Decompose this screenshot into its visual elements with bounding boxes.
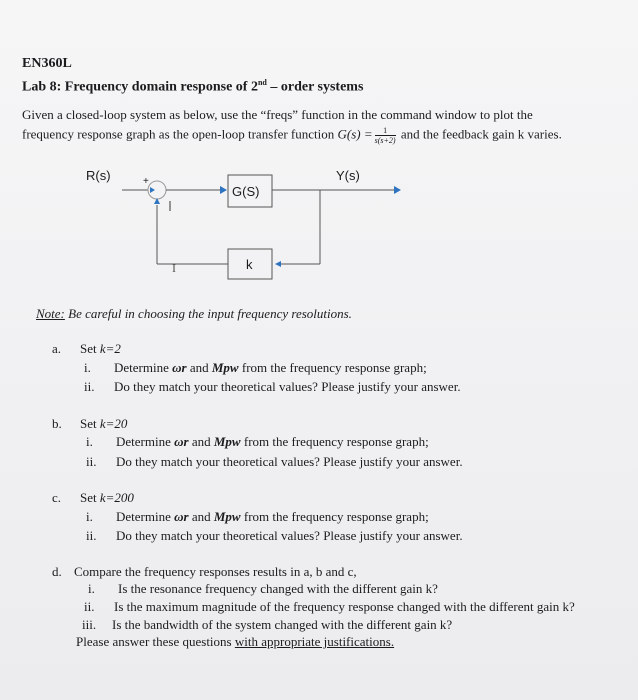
note: Note: Be careful in choosing the input frequency resolutions. <box>36 306 352 321</box>
cursor-glyph: I <box>172 261 176 275</box>
input-arrow <box>150 187 155 193</box>
input-label: R(s) <box>86 168 111 183</box>
diagram-arrows <box>150 186 401 267</box>
plus-sign: + <box>143 176 149 187</box>
lab-title: Lab 8: Frequency domain response of 2nd – order systems <box>22 78 364 95</box>
part-b-heading: b. Set k=20 <box>52 416 128 431</box>
part-a-heading: a. Set k=2 <box>52 341 121 356</box>
intro-line-2: frequency response graph as the open-loop transfer function G(s) = $\frac{1}{s(s+2)}$ and the feedback gain k varies. <box>22 126 562 145</box>
part-b-item-2: ii. Do they match your theoretical values? Please justify your answer. <box>86 454 463 469</box>
plant-label: G(S) <box>232 184 260 199</box>
part-a-item-1: i. Determine ωr and Mpw from the frequency response graph; <box>84 360 427 375</box>
output-arrow <box>394 186 401 194</box>
part-c-item-2: ii. Do they match your theoretical values? Please justify your answer. <box>86 528 463 543</box>
feedback-arrow <box>275 261 281 267</box>
part-d-item-1: i. Is the resonance frequency changed with the different gain k? <box>88 581 438 596</box>
gain-label: k <box>246 257 253 272</box>
course-code: EN360L <box>22 56 72 71</box>
part-c-item-1: i. Determine ωr and Mpw from the frequency response graph; <box>86 509 429 524</box>
part-d-heading: d. Compare the frequency responses results in a, b and c, <box>52 564 357 579</box>
part-b-item-1: i. Determine ωr and Mpw from the frequency response graph; <box>86 434 429 449</box>
intro-line-1: Given a closed-loop system as below, use the “freqs” function in the command window to plot the <box>22 107 533 122</box>
part-a-item-2: ii. Do they match your theoretical values? Please justify your answer. <box>84 379 461 394</box>
part-d-item-2: ii. Is the maximum magnitude of the frequency response changed with the different gain k? <box>84 599 575 614</box>
forward-arrow <box>220 186 227 194</box>
part-d-closing: Please answer these questions with appropriate justifications. <box>76 634 395 649</box>
output-label: Y(s) <box>336 168 360 183</box>
part-d-item-3: iii. Is the bandwidth of the system changed with the different gain k? <box>82 617 453 632</box>
transfer-function-fraction: $\frac{1}{s(s+2)}$ <box>374 126 396 145</box>
part-c-heading: c. Set k=200 <box>52 490 134 505</box>
